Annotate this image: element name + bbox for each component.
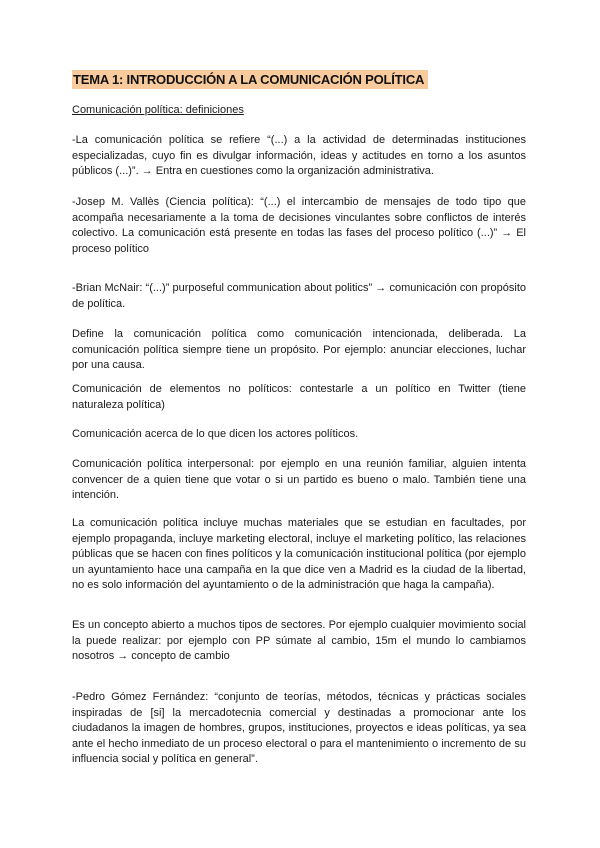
section-subtitle: Comunicación política: definiciones [72,104,244,116]
page-title: TEMA 1: INTRODUCCIÓN A LA COMUNICACIÓN POLÍTICA [72,70,428,89]
paragraph-open-concept: Es un concepto abierto a muchos tipos de sectores. Por ejemplo cualquier movimiento social la puede realizar: por ejemplo con PP súmate al cambio, 15m el mundo lo cambiamos nosotros → concepto de cambio [72,619,526,663]
paragraph-non-political: Comunicación de elementos no políticos: contestarle a un político en Twitter (tiene naturaleza política) [72,383,526,411]
paragraph-intentional: Define la comunicación política como comunicación intencionada, deliberada. La comunicación política siempre tiene un propósito. Por ejemplo: anunciar elecciones, luchar por una causa. [72,328,526,372]
paragraph-definition-1: -La comunicación política se refiere “(...) a la actividad de determinadas instituciones especializadas, cuyo fin es divulgar información, ideas y actitudes en torno a los asuntos públicos (...)”. → Entra en cuestiones como la organización administrativa. [72,134,526,178]
paragraph-definition-gomez: -Pedro Gómez Fernández: “conjunto de teorías, métodos, técnicas y prácticas sociales inspiradas de [si] la mercadotecnia comercial y destinadas a promocionar ante los ciudadanos la imagen de hombres, grupos, instituciones, proyectos e ideas políticas, ya sea ante el hecho inmediato de un proceso electoral o para el mantenimiento o incremento de su influencia social y política en general”. [72,691,526,766]
paragraph-interpersonal: Comunicación política interpersonal: por ejemplo en una reunión familiar, alguien intenta convencer de a quien tiene que votar o si un partido es bueno o malo. También tiene una intención. [72,458,526,502]
paragraph-actors: Comunicación acerca de lo que dicen los actores políticos. [72,428,359,440]
paragraph-definition-valles: -Josep M. Vallès (Ciencia política): “(...) el intercambio de mensajes de todo tipo que acompaña necesariamente a la toma de decisiones vinculantes sobre conflictos de interés colectivo. La comunicación está presente en todas las fases del proceso político (...)” → El proceso político [72,196,526,255]
title-block [72,70,428,89]
paragraph-materials: La comunicación política incluye muchas materiales que se estudian en facultades, por ejemplo propaganda, incluye marketing electoral, incluye el marketing político, las relaciones públicas que se hacen con fines políticos y la comunicación institucional política (por ejemplo un ayuntamiento hace una campaña en la que dice ven a Madrid es la ciudad de la libertad, no es solo información del ayuntamiento o de la administración que haga la campaña). [72,517,526,592]
paragraph-definition-mcnair: -Brian McNair: “(...)” purposeful communication about politics” → comunicación con propósito de política. [72,282,526,310]
